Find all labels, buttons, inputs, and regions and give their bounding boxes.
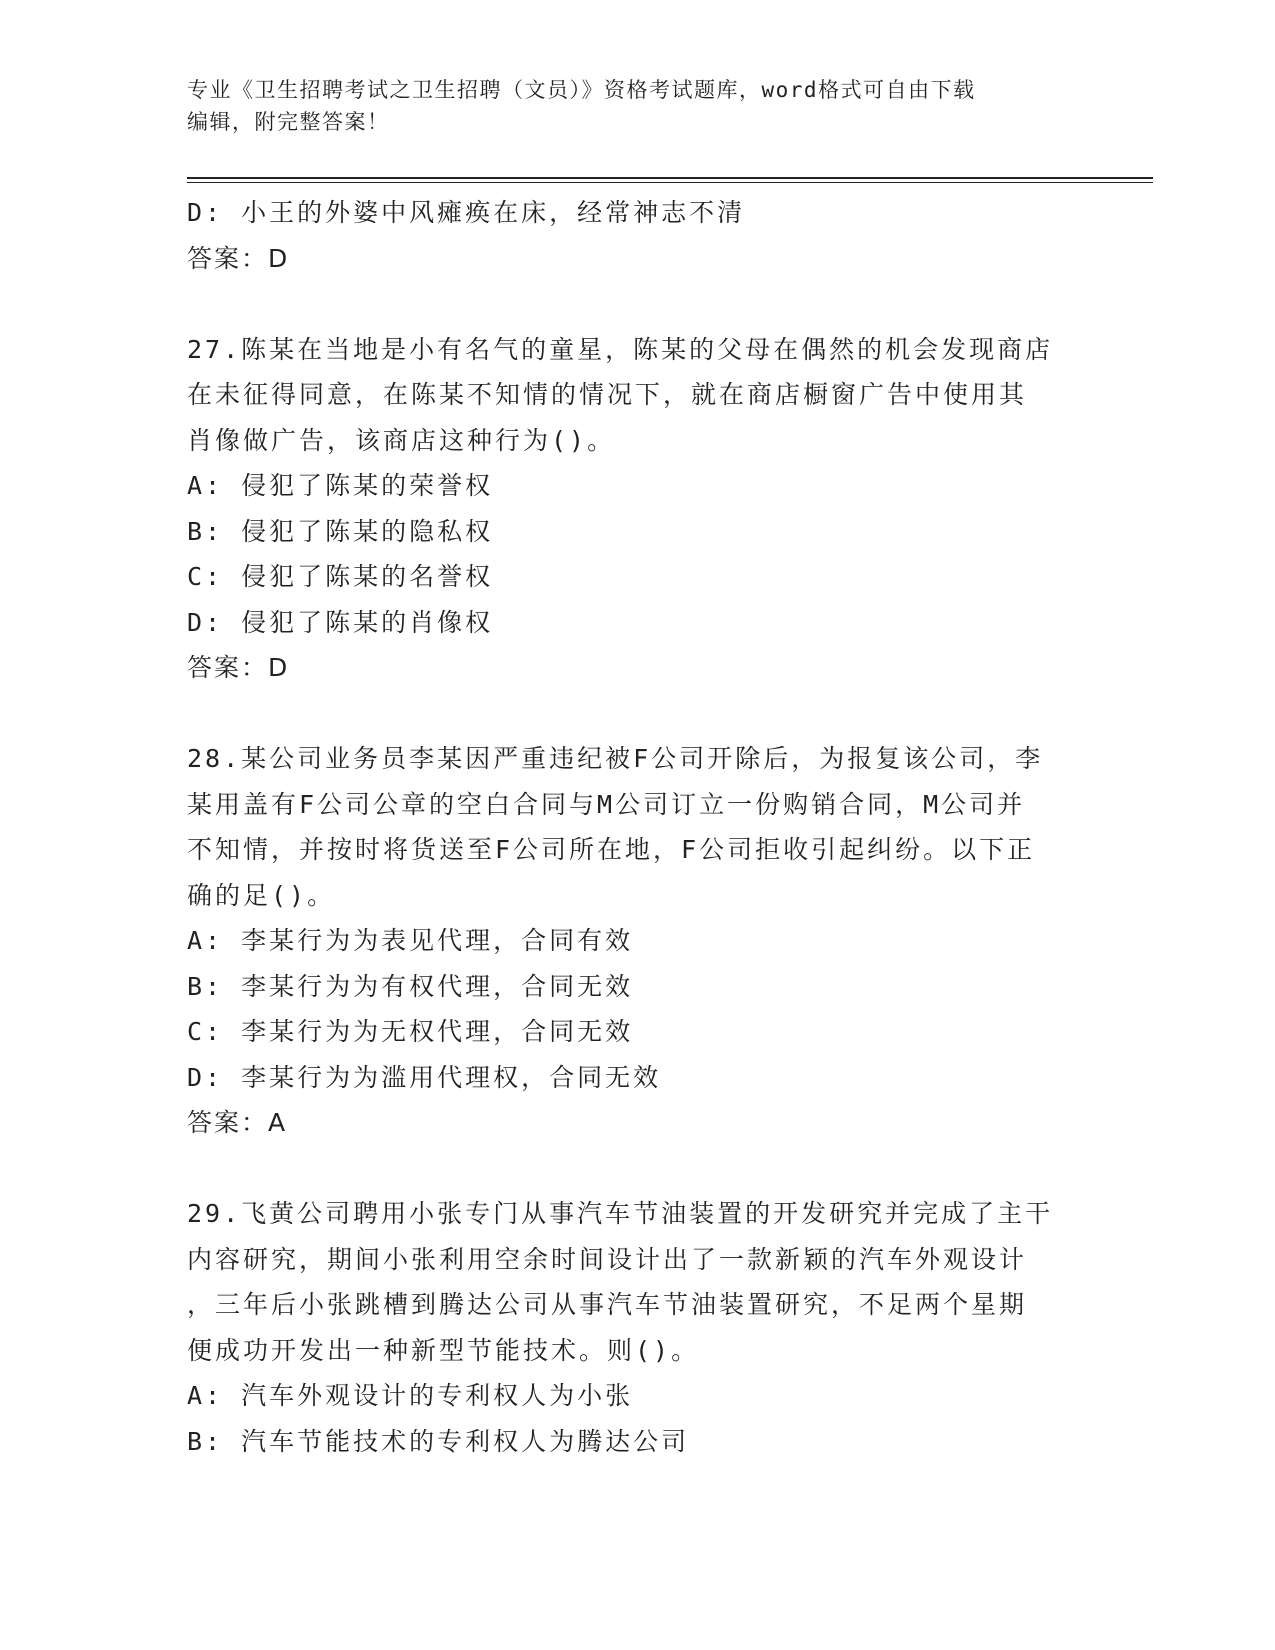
question-text-line: 内容研究，期间小张利用空余时间设计出了一款新颖的汽车外观设计 — [187, 1244, 1028, 1274]
question-text-line: 27.陈某在当地是小有名气的童星，陈某的父母在偶然的机会发现商店 — [187, 334, 1054, 364]
question-27 — [187, 327, 1087, 691]
page-header — [187, 74, 1087, 138]
spacer — [187, 1146, 1087, 1192]
option-d: D: 李某行为为滥用代理权，合同无效 — [187, 1062, 662, 1092]
question-text-line: ，三年后小张跳槽到腾达公司从事汽车节油装置研究，不足两个星期 — [187, 1290, 1028, 1319]
option-d: D: 侵犯了陈某的肖像权 — [187, 607, 494, 637]
option-b: B: 汽车节能技术的专利权人为腾达公司 — [187, 1426, 690, 1456]
question-text-line: 某用盖有F公司公章的空白合同与M公司订立一份购销合同，M公司并 — [187, 789, 1026, 819]
document-body — [187, 190, 1087, 1464]
header-rule-thin — [187, 182, 1153, 183]
header-rule-thick — [187, 177, 1153, 179]
question-29 — [187, 1191, 1087, 1464]
option-b: B: 侵犯了陈某的隐私权 — [187, 516, 494, 546]
question-text-line: 不知情，并按时将货送至F公司所在地，F公司拒收引起纠纷。以下正 — [187, 835, 1036, 864]
option-b: B: 李某行为为有权代理，合同无效 — [187, 971, 634, 1001]
header-line-1: 专业《卫生招聘考试之卫生招聘（文员）》资格考试题库，word格式可自由下载 — [187, 78, 976, 102]
header-line-2: 编辑，附完整答案！ — [187, 110, 390, 134]
option-a: A: 侵犯了陈某的荣誉权 — [187, 471, 494, 500]
spacer — [187, 691, 1087, 737]
prev-option-d: D: 小王的外婆中风瘫痪在床，经常神志不清 — [187, 198, 746, 227]
question-text-line: 肖像做广告，该商店这种行为()。 — [187, 425, 616, 455]
question-28 — [187, 736, 1087, 1146]
question-text-line: 28.某公司业务员李某因严重违纪被F公司开除后，为报复该公司，李 — [187, 744, 1044, 773]
option-a: A: 汽车外观设计的专利权人为小张 — [187, 1381, 634, 1410]
answer: 答案：A — [187, 1108, 288, 1137]
answer: 答案：D — [187, 653, 290, 682]
question-text-line: 在未征得同意，在陈某不知情的情况下，就在商店橱窗广告中使用其 — [187, 380, 1028, 409]
question-text-line: 确的足()。 — [187, 880, 336, 910]
option-a: A: 李某行为为表见代理，合同有效 — [187, 926, 634, 955]
option-c: C: 李某行为为无权代理，合同无效 — [187, 1017, 634, 1046]
question-text-line: 便成功开发出一种新型节能技术。则()。 — [187, 1335, 700, 1365]
question-text-line: 29.飞黄公司聘用小张专门从事汽车节油装置的开发研究并完成了主干 — [187, 1199, 1054, 1228]
prev-answer: 答案：D — [187, 243, 290, 273]
option-c: C: 侵犯了陈某的名誉权 — [187, 562, 494, 591]
spacer — [187, 281, 1087, 327]
